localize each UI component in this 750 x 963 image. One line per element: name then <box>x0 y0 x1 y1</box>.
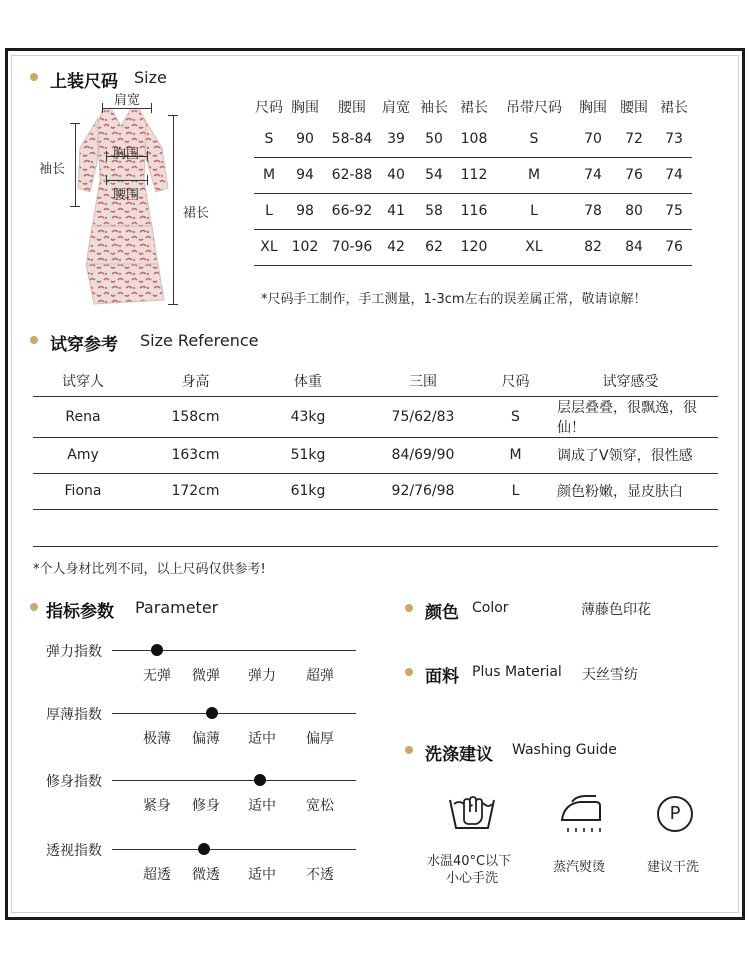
dry-clean-icon: P <box>657 796 693 832</box>
table-cell: L <box>530 203 538 219</box>
parameter-knob <box>254 774 266 786</box>
color-title-cn: 颜色 <box>425 603 459 623</box>
parameter-track <box>112 849 356 850</box>
material-title-cn: 面料 <box>425 667 459 687</box>
table-cell: 163cm <box>171 447 220 463</box>
table-cell: 172cm <box>171 483 220 499</box>
material-value: 天丝雪纺 <box>582 667 638 683</box>
size-col-header: 胸围 <box>291 100 319 116</box>
parameter-option: 超透 <box>143 867 171 883</box>
size-col-header: 裙长 <box>660 100 688 116</box>
reference-col-header: 身高 <box>181 373 210 390</box>
parameter-knob <box>206 707 218 719</box>
reference-col-header: 三围 <box>409 373 437 390</box>
table-cell: M <box>262 167 276 183</box>
parameter-track <box>112 650 356 651</box>
table-cell: 84/69/90 <box>391 447 455 463</box>
parameter-option: 极薄 <box>143 731 171 747</box>
reference-title-cn: 试穿参考 <box>50 335 118 355</box>
table-cell: 50 <box>425 130 443 147</box>
reference-table <box>33 366 718 547</box>
table-cell: 75/62/83 <box>391 408 455 425</box>
bullet-icon <box>405 746 413 754</box>
table-cell: XL <box>525 239 543 255</box>
table-cell: 40 <box>387 167 405 183</box>
reference-col-header: 尺码 <box>501 373 530 390</box>
size-col-header: 肩宽 <box>382 100 410 116</box>
size-col-header: 腰围 <box>620 100 648 116</box>
sleeve-label: 袖长 <box>39 162 66 177</box>
reference-title-en: Size Reference <box>140 331 259 350</box>
table-cell: 41 <box>387 203 405 219</box>
parameter-label: 厚薄指数 <box>46 707 102 723</box>
parameter-knob <box>151 644 163 656</box>
table-cell: 层层叠叠，很飘逸，很仙！ <box>557 399 697 436</box>
table-cell: 39 <box>387 130 405 147</box>
size-col-header: 尺码 <box>255 100 283 116</box>
shoulder-label: 肩宽 <box>114 93 141 108</box>
length-label: 裙长 <box>183 206 210 221</box>
table-row <box>33 473 718 509</box>
parameter-title-cn: 指标参数 <box>46 602 114 622</box>
table-cell: 112 <box>460 167 488 183</box>
wash-label-1: 水温40°C以下 <box>427 854 512 869</box>
table-cell: 61kg <box>290 483 326 499</box>
washing-title-en: Washing Guide <box>512 742 617 758</box>
bullet-icon <box>405 604 413 612</box>
table-row <box>254 121 692 157</box>
parameter-option: 无弹 <box>143 668 171 684</box>
table-cell: L <box>511 483 520 499</box>
chest-label: 胸围 <box>113 147 140 162</box>
hand-wash-icon <box>446 790 498 834</box>
table-cell: 92/76/98 <box>391 483 455 499</box>
iron-label: 蒸汽熨烫 <box>553 860 606 875</box>
table-cell: 70-96 <box>331 239 373 255</box>
table-cell: 54 <box>425 167 443 183</box>
size-col-header: 袖长 <box>420 100 448 116</box>
waist-label: 腰围 <box>113 188 140 203</box>
parameter-option: 不透 <box>306 867 334 883</box>
reference-col-header: 试穿感受 <box>602 373 659 390</box>
wash-label-2: 小心手洗 <box>446 871 499 886</box>
size-note: *尺码手工制作，手工测量，1-3cm左右的误差属正常，敬请谅解！ <box>261 292 647 307</box>
parameter-option: 紧身 <box>143 798 171 814</box>
table-cell: S <box>529 130 539 147</box>
table-cell: 74 <box>665 167 683 183</box>
parameter-label: 修身指数 <box>46 774 102 790</box>
table-cell: 70 <box>584 130 602 147</box>
table-cell: 42 <box>387 239 405 255</box>
table-cell: 98 <box>296 203 314 219</box>
table-row <box>33 509 718 546</box>
table-cell: S <box>264 130 274 147</box>
size-col-header: 腰围 <box>338 100 366 116</box>
bullet-icon <box>30 603 38 611</box>
table-cell: 84 <box>625 239 643 255</box>
table-cell: 51kg <box>290 447 326 463</box>
bullet-icon <box>30 73 38 81</box>
parameter-track <box>112 780 356 781</box>
table-cell: 62 <box>425 239 443 255</box>
table-cell: 58 <box>425 203 443 219</box>
parameter-label: 透视指数 <box>46 843 102 859</box>
parameter-option: 偏厚 <box>306 731 334 747</box>
table-cell: 58-84 <box>331 130 373 147</box>
parameter-track <box>112 713 356 714</box>
steam-iron-icon <box>556 792 608 836</box>
table-cell: 94 <box>296 167 314 183</box>
size-title-en: Size <box>134 68 167 87</box>
table-cell: 90 <box>296 130 314 147</box>
parameter-option: 超弹 <box>306 668 334 684</box>
table-cell: M <box>527 167 541 183</box>
parameter-option: 微弹 <box>192 668 220 684</box>
parameter-option: 适中 <box>248 867 276 883</box>
reference-col-header: 体重 <box>294 373 322 390</box>
size-table-header <box>254 93 692 121</box>
table-cell: XL <box>260 239 278 255</box>
table-cell: Fiona <box>64 483 102 499</box>
table-row <box>33 396 718 437</box>
parameter-option: 适中 <box>248 731 276 747</box>
size-col-header: 吊带尺码 <box>506 100 562 116</box>
reference-col-header: 试穿人 <box>62 373 104 390</box>
color-value: 薄藤色印花 <box>581 602 651 618</box>
color-title-en: Color <box>472 600 509 616</box>
table-cell: S <box>511 408 520 425</box>
table-cell: 116 <box>460 203 488 219</box>
table-row <box>33 437 718 473</box>
size-title-cn: 上装尺码 <box>50 72 118 92</box>
table-cell: 120 <box>460 239 488 255</box>
table-cell: Amy <box>67 447 99 463</box>
bullet-icon <box>30 336 38 344</box>
bullet-icon <box>405 668 413 676</box>
table-cell: 调成了V领穿，很性感 <box>557 448 693 464</box>
table-cell: M <box>509 447 522 463</box>
size-table <box>254 93 692 266</box>
table-cell: 72 <box>625 130 643 147</box>
table-cell: 76 <box>665 239 683 255</box>
reference-table-header <box>33 366 718 396</box>
parameter-option: 修身 <box>192 798 220 814</box>
empty-row <box>33 509 718 546</box>
table-cell: 62-88 <box>331 167 373 183</box>
table-row <box>254 229 692 265</box>
table-cell: 82 <box>584 239 602 255</box>
table-cell: Rena <box>65 408 101 425</box>
table-cell: 颜色粉嫩，显皮肤白 <box>557 484 683 500</box>
table-cell: 102 <box>291 239 319 255</box>
parameter-option: 微透 <box>192 867 220 883</box>
table-cell: 74 <box>584 167 602 183</box>
parameter-title-en: Parameter <box>135 598 219 617</box>
reference-note: *个人身材比列不同，以上尺码仅供参考! <box>33 562 266 577</box>
parameter-knob <box>198 843 210 855</box>
size-col-header: 胸围 <box>579 100 607 116</box>
table-cell: 108 <box>460 130 488 147</box>
parameter-option: 偏薄 <box>192 731 220 747</box>
parameter-label: 弹力指数 <box>46 644 102 660</box>
table-row <box>254 157 692 193</box>
parameter-option: 宽松 <box>306 798 334 814</box>
table-cell: 78 <box>584 203 602 219</box>
table-cell: 75 <box>665 203 683 219</box>
table-cell: 66-92 <box>331 203 373 219</box>
table-cell: 76 <box>625 167 643 183</box>
size-col-header: 裙长 <box>460 100 488 116</box>
dry-clean-label: 建议干洗 <box>647 860 700 875</box>
table-cell: 80 <box>625 203 643 219</box>
table-cell: 158cm <box>171 408 220 425</box>
parameter-option: 适中 <box>248 798 276 814</box>
washing-title-cn: 洗涤建议 <box>425 745 493 765</box>
table-cell: L <box>265 203 273 219</box>
table-row <box>254 193 692 229</box>
material-title-en: Plus Material <box>472 664 562 680</box>
table-cell: 73 <box>665 130 683 147</box>
table-cell: 43kg <box>290 408 326 425</box>
parameter-option: 弹力 <box>248 668 276 684</box>
